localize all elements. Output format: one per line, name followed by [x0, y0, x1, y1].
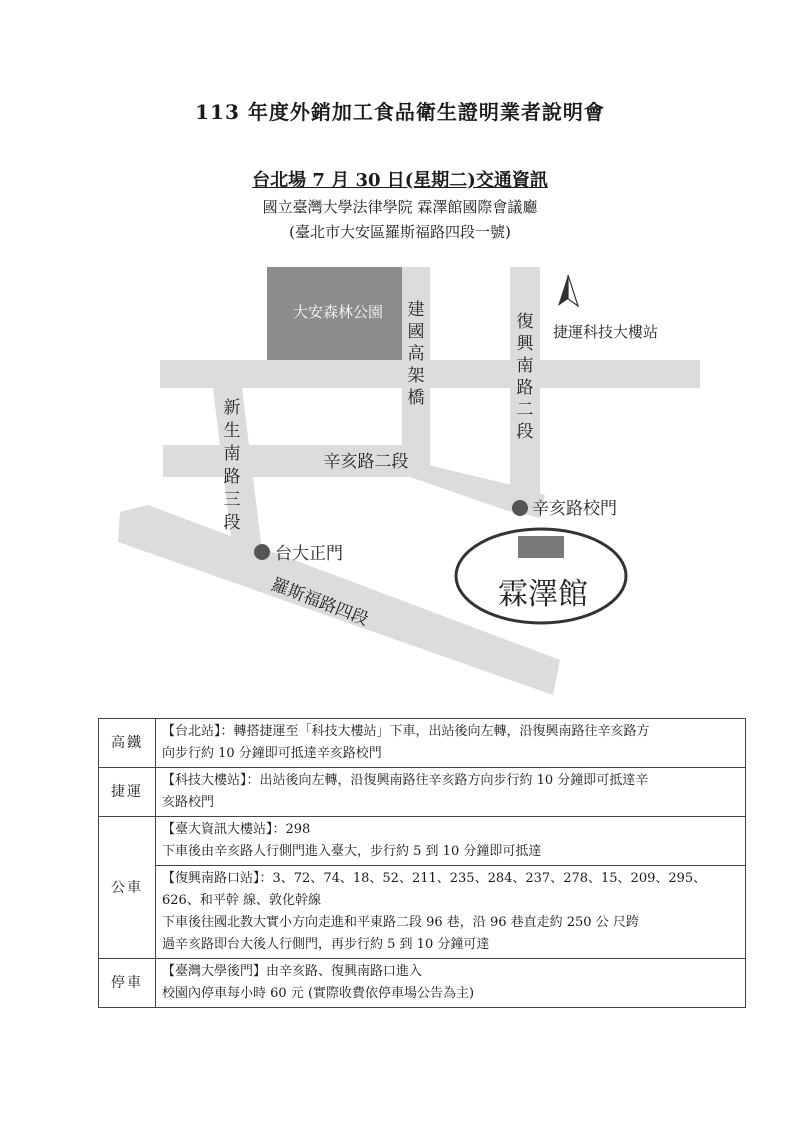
fuxing-label-char: 路	[516, 378, 534, 398]
xinsheng-label-char: 南	[223, 444, 241, 464]
detail-line: 校園內停車每小時 60 元 (實際收費依停車場公告為主)	[162, 986, 475, 1001]
detail-line: 向步行約 10 分鐘即可抵達辛亥路校門	[162, 746, 382, 761]
transport-mode: 公車	[99, 817, 156, 959]
detail-line: 亥路校門	[162, 795, 215, 810]
detail-line: 【復興南路口站】：3、72、74、18、52、211、235、284、237、278、15、209、295、	[162, 871, 707, 886]
detail-line: 過辛亥路即台大後人行側門，再步行約 5 到 10 分鐘可達	[162, 937, 490, 952]
transport-mode: 捷運	[99, 768, 156, 817]
table-row	[99, 959, 746, 1008]
main-gate-marker-icon	[254, 544, 270, 560]
fuxing-label-char: 段	[516, 422, 534, 442]
top-horizontal-road	[160, 360, 700, 388]
transport-table	[98, 718, 746, 1008]
transport-mode: 高鐵	[99, 719, 156, 768]
xinsheng-label-char: 生	[223, 421, 241, 441]
north-arrow-icon	[558, 275, 578, 306]
jianguo-label-char: 建	[407, 300, 425, 320]
transport-mode: 停車	[99, 959, 156, 1008]
table-row	[99, 866, 746, 959]
subtitle	[0, 166, 800, 192]
xinsheng-label-char: 三	[223, 490, 241, 510]
table-row	[99, 719, 746, 768]
main-gate-label: 台大正門	[275, 544, 343, 564]
subtitle-text: 台北場 7 月 30 日(星期二)交通資訊	[252, 170, 548, 191]
fuxing-label-char: 二	[516, 400, 534, 420]
detail-line: 下車後由辛亥路人行側門進入臺大，步行約 5 到 10 分鐘即可抵達	[162, 844, 542, 859]
detail-line: 【科技大樓站】：出站後向左轉，沿復興南路往辛亥路方向步行約 10 分鐘即可抵達辛	[162, 773, 649, 788]
xinhai-gate-marker-icon	[512, 500, 528, 516]
table-row	[99, 768, 746, 817]
xinhai-gate-label: 辛亥路校門	[532, 499, 617, 519]
detail-line: 【臺大資訊大樓站】：298	[162, 822, 311, 837]
transport-details	[156, 959, 746, 1008]
jianguo-label-char: 架	[407, 366, 425, 386]
detail-line: 626、和平幹 線、敦化幹線	[162, 893, 321, 908]
jianguo-label-char: 橋	[407, 388, 425, 408]
fuxing-label-char: 興	[516, 334, 534, 354]
xinsheng-label-char: 段	[223, 513, 241, 533]
detail-line: 【台北站】：轉搭捷運至「科技大樓站」下車，出站後向左轉，沿復興南路往辛亥路方	[162, 724, 650, 739]
jianguo-label-char: 高	[407, 344, 425, 364]
jianguo-label-char: 國	[407, 322, 425, 342]
transport-details	[156, 866, 746, 959]
xinhai-road-label: 辛亥路二段	[323, 452, 409, 472]
roosevelt-road-label: 羅斯福路四段	[268, 574, 371, 630]
building-label: 霖澤館	[498, 577, 588, 612]
venue-name: 國立臺灣大學法律學院 霖澤館國際會議廳	[262, 198, 538, 216]
park-label: 大安森林公園	[292, 303, 384, 321]
xinsheng-label-char: 路	[223, 467, 241, 487]
mrt-station-label: 捷運科技大樓站	[553, 323, 659, 341]
detail-line: 下車後往國北教大實小方向走進和平東路二段 96 巷，沿 96 巷直走約 250 公 尺跨	[162, 915, 639, 930]
building-icon	[518, 536, 564, 558]
page-title: 113 年度外銷加工食品衛生證明業者說明會	[195, 100, 605, 124]
xinsheng-label-char: 新	[223, 398, 241, 418]
detail-line: 【臺灣大學後門】由辛亥路、復興南路口進入	[162, 964, 423, 979]
fuxing-label-char: 南	[516, 356, 534, 376]
jianguo-label	[408, 300, 425, 408]
venue-address: (臺北市大安區羅斯福路四段一號)	[289, 223, 511, 241]
transport-details	[156, 817, 746, 866]
transport-details	[156, 768, 746, 817]
transport-details	[156, 719, 746, 768]
location-map	[0, 255, 800, 705]
table-row	[99, 817, 746, 866]
fuxing-label-char: 復	[516, 312, 534, 332]
